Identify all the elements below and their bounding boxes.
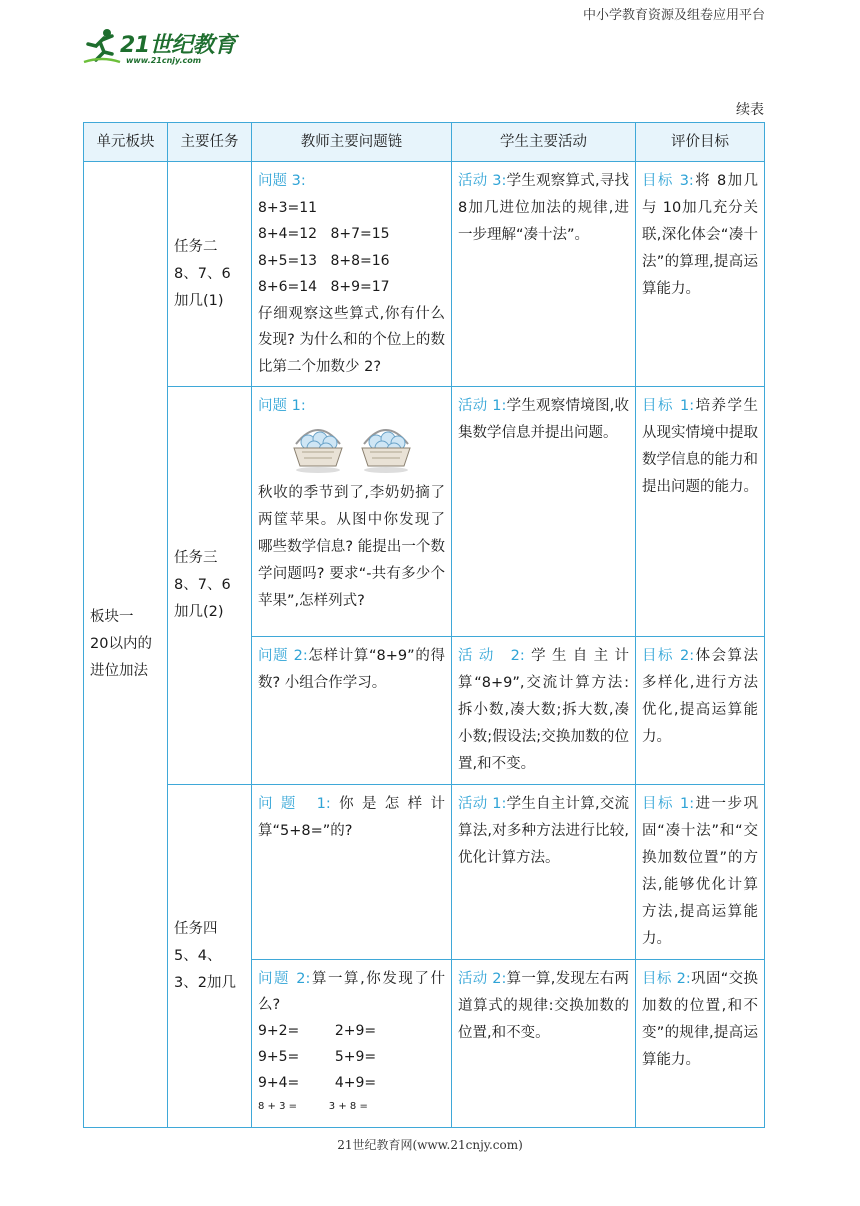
task4-goal2-cell bbox=[636, 960, 765, 1128]
task2-goal-cell bbox=[636, 162, 765, 387]
task3-problem1-text: 秋收的季节到了,李奶奶摘了两筐苹果。从图中你发现了哪些数学信息? 能提出一个数学问题吗? 要求“-共有多少个苹果”,怎样列式? bbox=[258, 485, 445, 609]
task4-activity1-label: 活动 1: bbox=[458, 796, 507, 812]
task4-problem2-label: 问题 2: bbox=[258, 971, 311, 987]
col-header-activities: 学生主要活动 bbox=[452, 123, 636, 162]
task4-eq2: 9+5= 5+9= bbox=[258, 1049, 377, 1065]
task4-eq3: 9+4= 4+9= bbox=[258, 1075, 377, 1091]
col-header-questions: 教师主要问题链 bbox=[252, 123, 452, 162]
logo-url: www.21cnjy.com bbox=[126, 56, 202, 65]
task4-goal1-cell bbox=[636, 785, 765, 960]
task4-problem1-text: 你是怎样计算“5+8=”的? bbox=[258, 796, 445, 839]
task3-problem2-text: 怎样计算“8+9”的得数? 小组合作学习。 bbox=[258, 648, 445, 691]
col-header-task: 主要任务 bbox=[168, 123, 252, 162]
task3-activity2-text: 学生自主计算“8+9”,交流计算方法:拆小数,凑大数;拆大数,凑小数;假设法;交换加数的位置,和不变。 bbox=[458, 648, 629, 772]
logo[interactable] bbox=[82, 26, 252, 70]
task2-eq4: 8+6=14 8+9=17 bbox=[258, 279, 390, 295]
task3-goal1-cell bbox=[636, 387, 765, 637]
block-line1: 板块一 bbox=[90, 609, 134, 625]
task4-problem2-cell bbox=[252, 960, 452, 1128]
task3-title: 任务三 bbox=[174, 550, 218, 566]
task4-problem2-text: 算一算,你发现了什么? bbox=[258, 971, 445, 1013]
task3-cell bbox=[168, 387, 252, 785]
task2-eq1: 8+3=11 bbox=[258, 199, 318, 216]
task2-activity-label: 活动 3: bbox=[458, 173, 507, 189]
task2-eq3: 8+5=13 8+8=16 bbox=[258, 252, 390, 269]
task3-activity1-text: 学生观察情境图,收集数学信息并提出问题。 bbox=[458, 398, 629, 441]
task3-activity1-cell bbox=[452, 387, 636, 637]
task4-problem1-label: 问题 1: bbox=[258, 796, 331, 812]
task3-subtitle: 8、7、6加几(2) bbox=[174, 577, 231, 620]
task4-activity2-label: 活动 2: bbox=[458, 971, 507, 987]
task4-eq1: 9+2= 2+9= bbox=[258, 1023, 377, 1039]
table-row bbox=[84, 162, 765, 387]
lesson-table bbox=[83, 122, 765, 1128]
task3-problem1-label: 问题 1: bbox=[258, 398, 306, 414]
task3-activity2-label: 活动 2: bbox=[458, 648, 525, 664]
apple-baskets-image bbox=[258, 422, 445, 474]
task4-goal2-text: 巩固“交换加数的位置,和不变”的规律,提高运算能力。 bbox=[642, 971, 758, 1068]
platform-header: 中小学教育资源及组卷应用平台 bbox=[582, 8, 765, 23]
task3-goal2-label: 目标 2: bbox=[642, 648, 695, 664]
task2-problem-cell bbox=[252, 162, 452, 387]
footer: 21世纪教育网(www.21cnjy.com) bbox=[337, 1138, 523, 1152]
task4-problem1-cell bbox=[252, 785, 452, 960]
block-line2: 20以内的 bbox=[90, 636, 152, 652]
task4-goal1-text: 进一步巩固“凑十法”和“交换加数位置”的方法,能够优化计算方法,提高运算能力。 bbox=[642, 796, 758, 947]
task2-problem-text: 仔细观察这些算式,你有什么发现? 为什么和的个位上的数比第二个加数少 2? bbox=[258, 305, 445, 375]
task4-title: 任务四 bbox=[174, 920, 218, 937]
task3-goal1-label: 目标 1: bbox=[642, 398, 695, 414]
task4-activity2-cell bbox=[452, 960, 636, 1128]
task2-eq2: 8+4=12 8+7=15 bbox=[258, 226, 390, 242]
continued-label: 续表 bbox=[736, 102, 764, 118]
task2-problem-label: 问题 3: bbox=[258, 173, 306, 189]
task2-activity-cell bbox=[452, 162, 636, 387]
apple-basket-icon bbox=[288, 422, 348, 474]
task4-subtitle: 5、4、3、2加几 bbox=[174, 947, 236, 991]
task3-problem2-cell bbox=[252, 637, 452, 785]
task4-goal2-label: 目标 2: bbox=[642, 971, 691, 987]
col-header-goals: 评价目标 bbox=[636, 123, 765, 162]
table-row bbox=[84, 387, 765, 637]
task4-activity1-text: 学生自主计算,交流算法,对多种方法进行比较,优化计算方法。 bbox=[458, 796, 629, 866]
logo-text: 21世纪教育 bbox=[120, 33, 236, 58]
task2-goal-text: 将 8加几与 10加几充分关联,深化体会“凑十法”的算理,提高运算能力。 bbox=[642, 173, 758, 297]
task4-cell bbox=[168, 785, 252, 1128]
table-row bbox=[84, 785, 765, 960]
runner-logo-icon bbox=[82, 26, 122, 66]
task3-problem2-label: 问题 2: bbox=[258, 648, 308, 664]
task2-cell bbox=[168, 162, 252, 387]
block-cell bbox=[84, 162, 168, 1128]
task2-activity-text: 学生观察算式,寻找 8加几进位加法的规律,进一步理解“凑十法”。 bbox=[458, 173, 629, 243]
apple-basket-icon bbox=[356, 422, 416, 474]
task3-activity1-label: 活动 1: bbox=[458, 398, 507, 414]
block-line3: 进位加法 bbox=[90, 663, 148, 679]
task4-goal1-label: 目标 1: bbox=[642, 796, 695, 812]
task3-goal2-cell bbox=[636, 637, 765, 785]
table-header-row bbox=[84, 123, 765, 162]
task3-problem1-cell bbox=[252, 387, 452, 637]
task3-goal2-text: 体会算法多样化,进行方法优化,提高运算能力。 bbox=[642, 648, 758, 745]
task2-subtitle: 8、7、6加几(1) bbox=[174, 265, 231, 309]
task4-activity1-cell bbox=[452, 785, 636, 960]
task4-activity2-text: 算一算,发现左右两道算式的规律:交换加数的位置,和不变。 bbox=[458, 971, 629, 1041]
task2-goal-label: 目标 3: bbox=[642, 173, 694, 189]
task3-goal1-text: 培养学生从现实情境中提取数学信息的能力和提出问题的能力。 bbox=[642, 398, 758, 495]
task3-activity2-cell bbox=[452, 637, 636, 785]
col-header-block: 单元板块 bbox=[84, 123, 168, 162]
task2-title: 任务二 bbox=[174, 238, 218, 255]
task4-eq4: 8 + 3 = 3 + 8 = bbox=[258, 1101, 368, 1112]
